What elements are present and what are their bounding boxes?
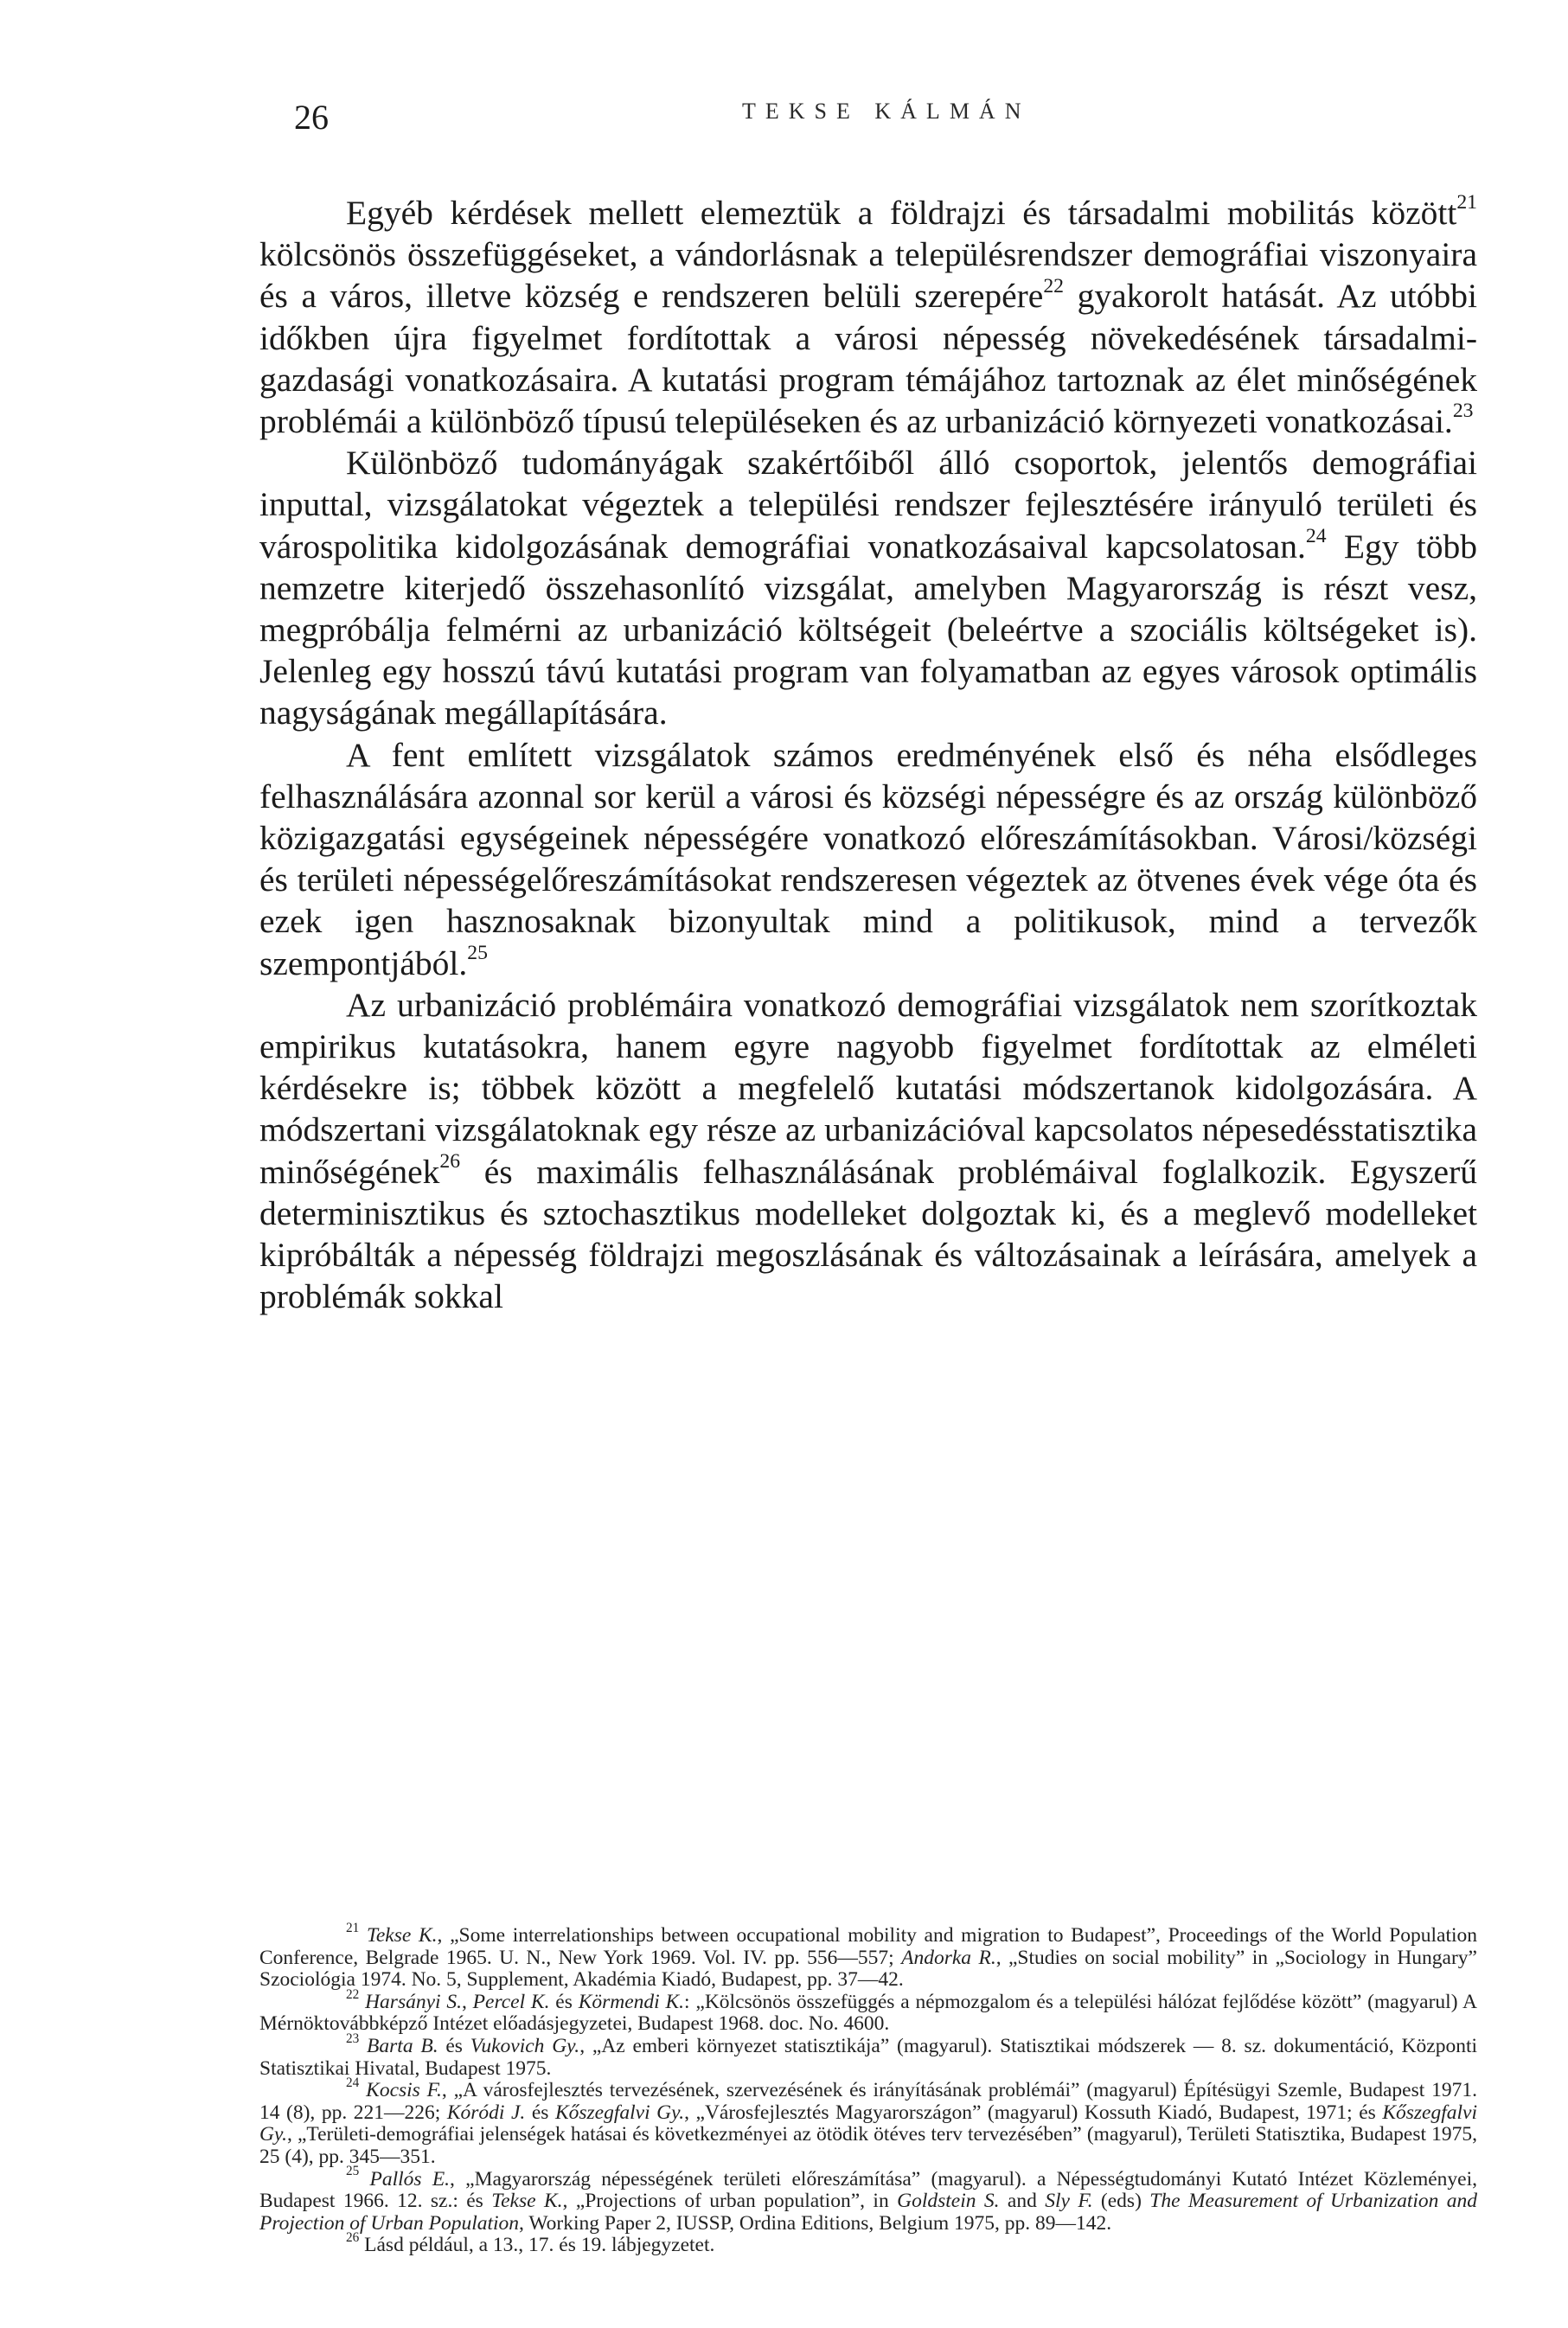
text-run: Lásd például, a 13., 17. és 19. lábjegyzetet. <box>359 2234 715 2257</box>
footnote-reference: 26 <box>346 2230 360 2246</box>
footnote-reference: 22 <box>1043 274 1065 297</box>
author-name: Harsányi S. <box>365 1990 462 2013</box>
text-run: , <box>461 1990 473 2013</box>
text-run: Az urbanizáció problémáira vonatkozó demográfiai vizsgálatok nem szorítkoztak empirikus kutatásokra, hanem egyre nagyobb figyelmet fordítottak az elméleti kérdésekre is; többek között a megfelelő kutatási módszertanok kidolgozására. A módszertani vizsgálatoknak egy része az urbanizációval kapcsolatos népesedésstatisztika minőségének <box>259 985 1477 1191</box>
text-run: Egy több nemzetre kiterjedő összehasonlító vizsgálat, amelyben Magyarország is részt vesz, megpróbálja felmérni az urbanizáció költségeit (beleértve a szociális költségeket is). Jelenleg egy hosszú távú kutatási program van folyamatban az egyes városok optimális nagyságának megállapítására. <box>259 527 1477 732</box>
author-name: Goldstein S. <box>897 2190 1000 2213</box>
author-name: Kőszegfalvi Gy. <box>554 2101 685 2124</box>
text-run <box>359 1924 367 1947</box>
author-name: Barta B. <box>367 2034 438 2057</box>
author-name: The Measurement of Urbanization and Projection of Urban Population <box>259 2190 1478 2235</box>
text-run: , „Magyarország népességének területi előreszámítása” (magyarul). a Népességtudományi Kutató Intézet Közleményei, Budapest 1966. 12. sz.: és <box>259 2167 1477 2213</box>
text-run: , „Városfejlesztés Magyarországon” (magyarul) Kossuth Kiadó, Budapest, 1971; és <box>684 2101 1383 2124</box>
body-paragraph <box>259 192 1477 442</box>
text-run: , „A városfejlesztés tervezésének, szervezésének és irányításának problémái” (magyarul) Építésügyi Szemle, Budapest 1971. 14 (8), pp. 221—226; <box>259 2079 1478 2124</box>
text-run: és <box>549 1990 579 2013</box>
footnote-reference: 24 <box>346 2075 360 2091</box>
text-run: and <box>999 2190 1046 2213</box>
text-run: Különböző tudományágak szakértőiből álló csoportok, jelentős demográfiai inputtal, vizsgálatokat végeztek a települési rendszer fejlesztésére irányuló területi és várospolitika kidolgozásának demográfiai vonatkozásaival kapcsolatosan. <box>259 444 1477 566</box>
author-name: Vukovich Gy. <box>470 2034 580 2057</box>
text-run <box>359 2168 369 2190</box>
text-run <box>359 2079 366 2101</box>
text-run: és <box>525 2101 555 2124</box>
footnote-reference: 22 <box>346 1986 360 2002</box>
author-name: Tekse K. <box>491 2190 563 2213</box>
author-name: Kóródi J. <box>446 2101 526 2124</box>
author-name: Tekse K. <box>366 1924 438 1947</box>
footnote-reference: 21 <box>1456 191 1477 214</box>
author-name: Kőszegfalvi Gy. <box>259 2101 1477 2146</box>
text-run: , „Some interrelationships between occupational mobility and migration to Budapest”, Proceedings of the World Population Conference, Belgrade 1965. U. N., New York 1969. Vol. IV. pp. 556—557; <box>259 1924 1478 1969</box>
footnote-reference: 23 <box>346 2031 360 2046</box>
text-run: , „Az emberi környezet statisztikája” (magyarul). Statisztikai módszerek — 8. sz. dokumentáció, Központi Statisztikai Hivatal, Budapest 1975. <box>259 2034 1478 2080</box>
text-run: Egyéb kérdések mellett elemeztük a földrajzi és társadalmi mobilitás között <box>346 194 1457 232</box>
text-run: , „Területi-demográfiai jelenségek hatásai és következményei az ötödik ötéves terv tervezésében” (magyarul), Területi Statisztika, Budapest 1975, 25 (4), pp. 345—351. <box>259 2123 1477 2168</box>
author-name: Kocsis F. <box>366 2079 442 2102</box>
text-run: : „Kölcsönös összefüggés a népmozgalom és a települési hálózat fejlődése között” (magyarul) A Mérnöktovábbképző Intézet előadásjegyzetei, Budapest 1968. doc. No. 4600. <box>259 1990 1477 2036</box>
running-header: TEKSE KÁLMÁN <box>742 99 1031 124</box>
author-name: Körmendi K. <box>578 1990 685 2013</box>
text-run: kölcsönös összefüggéseket, a vándorlásnak a településrendszer demográfiai viszonyaira és a város, illetve község e rendszeren belüli szerepére <box>259 235 1477 316</box>
author-name: Pallós E. <box>369 2167 451 2190</box>
text-run: (eds) <box>1092 2190 1150 2213</box>
footnote <box>259 2031 1478 2080</box>
footnote-reference: 26 <box>439 1149 461 1173</box>
footnote-reference: 24 <box>1305 524 1327 547</box>
page-number: 26 <box>294 98 329 137</box>
text-run: , Working Paper 2, IUSSP, Ordina Editions, Belgium 1975, pp. 89—142. <box>519 2211 1112 2235</box>
footnote <box>259 1920 1478 1992</box>
body-text <box>259 192 1477 1317</box>
footnote-reference: 21 <box>346 1920 360 1935</box>
text-run: és maximális felhasználásának problémáival foglalkozik. Egyszerű determinisztikus és sztochasztikus modelleket dolgoztak ki, és a meglevő modelleket kipróbálták a népesség földrajzi megoszlásának és változásainak a leírására, amelyek a problémák sokkal <box>259 1152 1477 1316</box>
text-run: és <box>438 2034 470 2057</box>
footnote <box>259 2164 1478 2235</box>
text-run: , „Studies on social mobility” in „Sociology in Hungary” Szociológia 1974. No. 5, Supplement, Akadémia Kiadó, Budapest, pp. 37—42. <box>259 1946 1477 1992</box>
author-name: Andorka R. <box>901 1946 996 1969</box>
text-run: A fent említett vizsgálatok számos eredményének első és néha elsődleges felhasználására azonnal sor kerül a városi és községi népességre és az ország különböző közigazgatási egységeinek népességére vonatkozó előreszámításokban. Városi/községi és területi népességelőreszámításokat rendszeresen végeztek az ötvenes évek vége óta és ezek igen hasznosaknak bizonyultak mind a politikusok, mind a tervezők szempontjából. <box>259 735 1477 982</box>
footnote-reference: 25 <box>467 941 488 964</box>
text-run: gyakorolt hatását. Az utóbbi időkben újra figyelmet fordítottak a városi népesség növekedésének társadalmi-gazdasági vonatkozásaira. A kutatási program témájához tartoznak az élet minőségének problémái a különböző típusú településeken és az urbanizáció környezeti vonatkozásai. <box>259 277 1477 441</box>
body-paragraph <box>259 442 1477 733</box>
body-paragraph <box>259 984 1477 1318</box>
text-run <box>359 2035 367 2057</box>
author-name: Percel K. <box>472 1990 550 2013</box>
footnote <box>259 2230 1477 2257</box>
footnote <box>259 1986 1477 2036</box>
footnote-reference: 25 <box>346 2164 360 2179</box>
footnote-reference: 23 <box>1452 400 1474 423</box>
author-name: Sly F. <box>1045 2190 1093 2213</box>
body-paragraph <box>259 734 1477 984</box>
footnote <box>259 2075 1478 2168</box>
text-run: , „Projections of urban population”, in <box>562 2190 898 2213</box>
footnotes <box>259 1920 1478 2257</box>
